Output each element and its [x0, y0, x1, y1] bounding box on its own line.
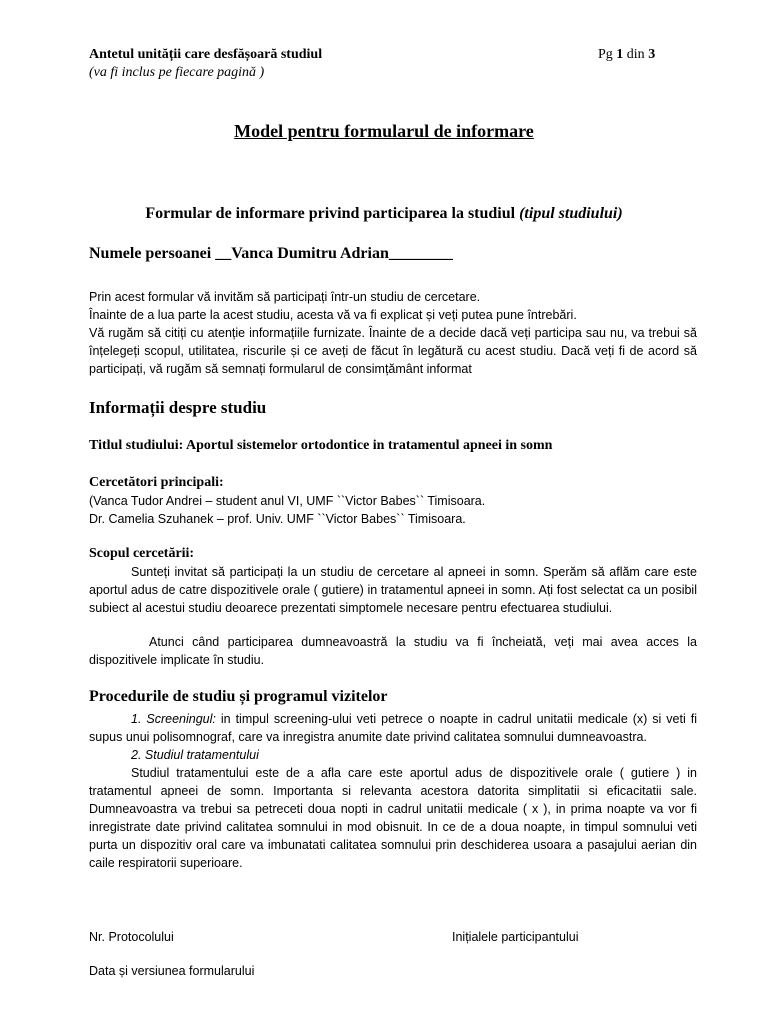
screening-text: in timpul screening-ului veti petrece o noapte in cadrul unitatii medicale (x) si veti fi supus unui polisomnograf, care va inregistra anumite date privind calitatea somnului dumneavoastra.	[89, 712, 697, 744]
page-mid: din	[623, 47, 649, 62]
participant-initials-label: Inițialele participantului	[452, 930, 579, 944]
intro-paragraph: Vă rugăm să citiți cu atenție informațiile furnizate. Înainte de a decide dacă veți participa sau nu, va trebui să înțelegeți scopul, utilitatea, riscurile și ce aveți de făcut în legătură cu acest studiu. Dacă veți fi de acord să participați, vă rugăm să semnați formularul de consimțământ informat	[89, 326, 697, 376]
section-heading-procedures: Procedurile de studiu și programul vizitelor	[89, 688, 388, 705]
page-prefix: Pg	[598, 47, 617, 62]
institution-header	[89, 46, 322, 82]
subtitle-main: Formular de informare privind participarea la studiul	[145, 205, 520, 222]
page-number	[598, 46, 655, 64]
study-title: Titlul studiului: Aportul sistemelor ortodontice in tratamentul apneei in somn	[89, 438, 553, 453]
intro-line: Înainte de a lua parte la acest studiu, acesta vă va fi explicat și veți putea pune întrebări.	[89, 308, 577, 322]
purpose-access: Atunci când participarea dumneavoastră la studiu va fi încheiată, veți mai avea acces la dispozitivele implicate în studiu.	[89, 635, 697, 667]
procedures-block	[89, 710, 697, 872]
page-current: 1	[616, 47, 624, 62]
screening-label: 1. Screeningul:	[131, 712, 216, 726]
purpose-label: Scopul cercetării:	[89, 546, 195, 561]
protocol-number-label: Nr. Protocolului	[89, 930, 174, 944]
section-heading-info: Informații despre studiu	[89, 398, 267, 417]
subtitle-italic: (tipul studiului)	[519, 205, 623, 222]
treatment-label: 2. Studiul tratamentului	[131, 748, 259, 762]
page-total: 3	[648, 47, 656, 62]
researcher-line: (Vanca Tudor Andrei – student anul VI, UMF ``Victor Babes`` Timisoara.	[89, 494, 486, 508]
treatment-text: Studiul tratamentului este de a afla care este aportul adus de dispozitivele orale ( gutiere ) in tratamentul apneei de somn. Importanta si relevanta acestora datorita simplitatii si eficacitatii sale. Dumneavoastra va trebui sa petreceti doua nopti in cadrul unitatii medicale ( x ), in prima noapte va vor fi inregistrate date privind calitatea somnului in mod obisnuit. In ce de a doua noapte, in timpul somnului veti purta un dispozitiv oral care va imbunatati calitatea somnului prin deschiderea usoara a pasajului aerian din caile respiratorii superioare.	[89, 766, 697, 870]
document-title: Model pentru formularul de informare	[234, 121, 534, 141]
purpose-block	[89, 545, 697, 669]
participant-name: Numele persoanei __Vanca Dumitru Adrian________	[89, 245, 453, 262]
intro-block	[89, 288, 697, 378]
researcher-line: Dr. Camelia Szuhanek – prof. Univ. UMF ``Victor Babes`` Timisoara.	[89, 512, 466, 526]
screening-paragraph	[89, 710, 697, 746]
researchers-block	[89, 474, 697, 528]
form-version-label: Data și versiunea formularului	[89, 964, 255, 978]
intro-line: Prin acest formular vă invităm să participați într-un studiu de cercetare.	[89, 290, 481, 304]
researchers-label: Cercetători principali:	[89, 475, 224, 490]
header-line-institution: Antetul unității care desfășoară studiul	[89, 47, 323, 62]
form-subtitle	[0, 205, 768, 223]
header-line-note: (va fi inclus pe fiecare pagină )	[89, 65, 265, 80]
purpose-text: Sunteți invitat să participați la un studiu de cercetare al apneei in somn. Sperăm să aflăm care este aportul adus de catre dispozitivele orale ( gutiere) in tratamentul apneei in somn. Ați fost selectat ca un posibil subiect al acestui studiu deoarece prezentati simptomele necesare pentru efectuarea studiului.	[89, 565, 697, 615]
